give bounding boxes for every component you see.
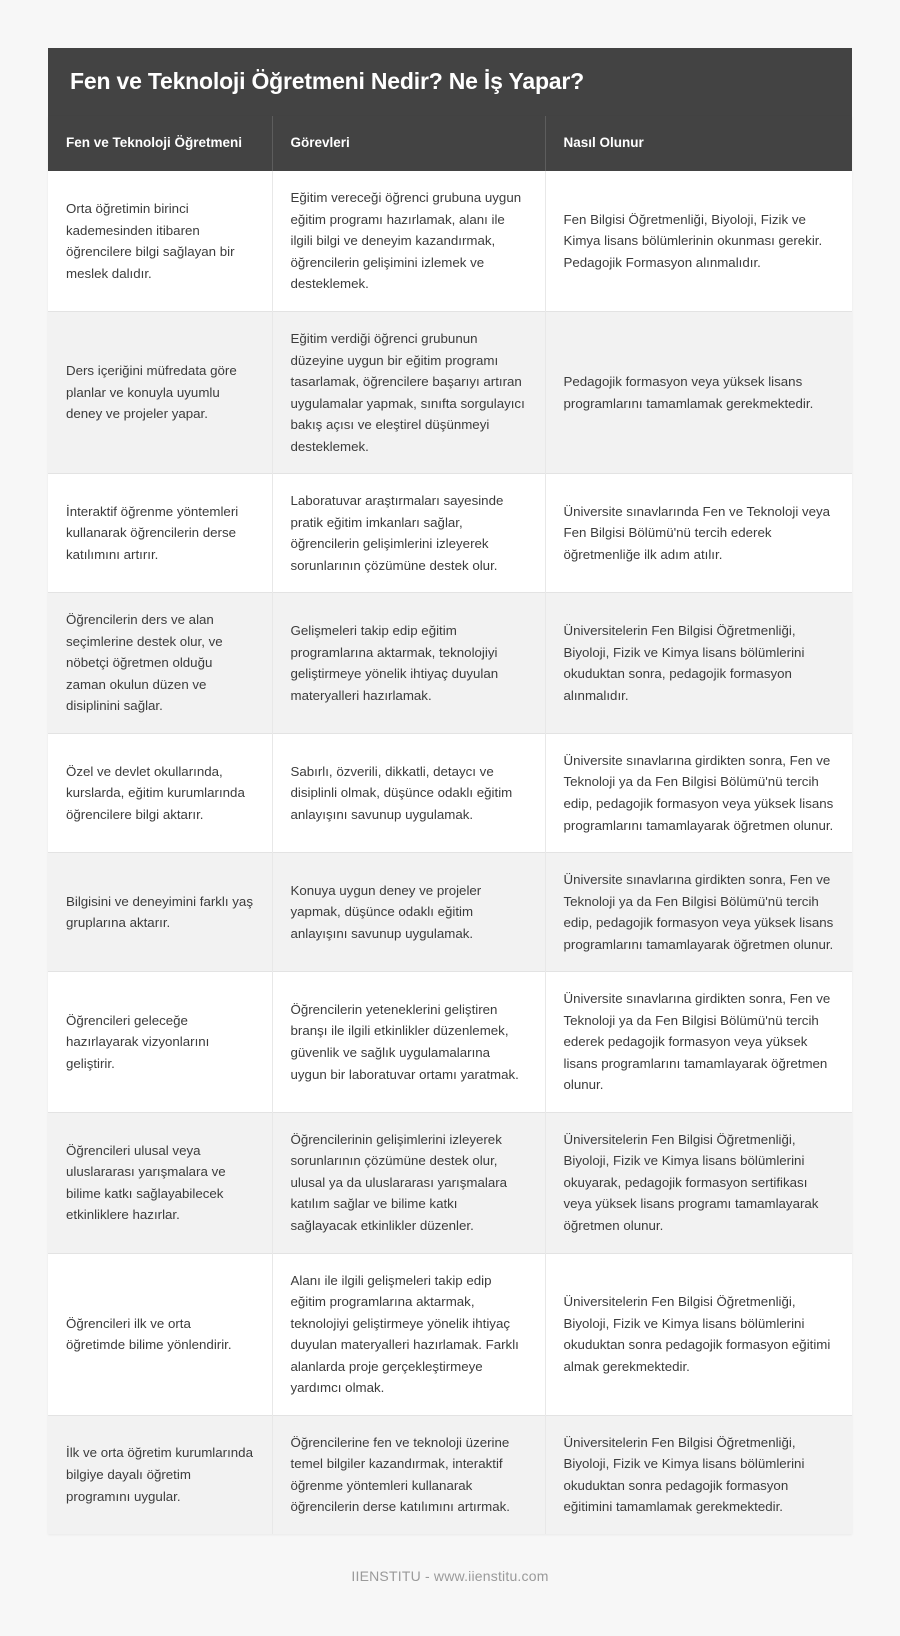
cell-duties: Öğrencilerinin gelişimlerini izleyerek sorunlarının çözümüne destek olur, ulusal ya da uluslararası yarışmalara katılım sağlar ve bilime katkı sağlayacak etkinlikler düzenler. xyxy=(272,1112,545,1253)
cell-how-to-become: Üniversitelerin Fen Bilgisi Öğretmenliği, Biyoloji, Fizik ve Kimya lisans bölümlerini okuduktan sonra pedagojik formasyon eğitimini tamamlamak gerekmektedir. xyxy=(545,1415,852,1534)
cell-profession: Bilgisini ve deneyimini farklı yaş gruplarına aktarır. xyxy=(48,853,272,972)
table-body xyxy=(48,171,852,1534)
cell-how-to-become: Üniversite sınavlarında Fen ve Teknoloji veya Fen Bilgisi Bölümü'nü tercih ederek öğretmenliğe ilk adım atılır. xyxy=(545,474,852,593)
cell-duties: Sabırlı, özverili, dikkatli, detaycı ve disiplinli olmak, düşünce odaklı eğitim anlayışını savunup uygulamak. xyxy=(272,733,545,852)
table-row xyxy=(48,853,852,972)
column-header-duties: Görevleri xyxy=(272,116,545,172)
cell-profession: Özel ve devlet okullarında, kurslarda, eğitim kurumlarında öğrencilere bilgi aktarır. xyxy=(48,733,272,852)
table-row xyxy=(48,1253,852,1415)
table-row xyxy=(48,311,852,473)
table-row xyxy=(48,1112,852,1253)
cell-profession: Öğrencileri ilk ve orta öğretimde bilime yönlendirir. xyxy=(48,1253,272,1415)
cell-how-to-become: Fen Bilgisi Öğretmenliği, Biyoloji, Fizik ve Kimya lisans bölümlerinin okunması gerekir. Pedagojik Formasyon alınmalıdır. xyxy=(545,171,852,311)
table-row xyxy=(48,474,852,593)
footer-attribution: IIENSTITU - www.iienstitu.com xyxy=(351,1567,549,1584)
cell-duties: Eğitim verdiği öğrenci grubunun düzeyine uygun bir eğitim programı tasarlamak, öğrencilere başarıyı artıran uygulamalar yapmak, sınıfta sorgulayıcı bakış açısı ve eleştirel düşünmeyi desteklemek. xyxy=(272,311,545,473)
title-bar xyxy=(48,48,852,116)
cell-duties: Öğrencilerine fen ve teknoloji üzerine temel bilgiler kazandırmak, interaktif öğrenme yöntemleri kullanarak öğrencilerin derse katılımını artırmak. xyxy=(272,1415,545,1534)
cell-profession: Ders içeriğini müfredata göre planlar ve konuyla uyumlu deney ve projeler yapar. xyxy=(48,311,272,473)
table-row xyxy=(48,593,852,734)
cell-duties: Eğitim vereceği öğrenci grubuna uygun eğitim programı hazırlamak, alanı ile ilgili bilgi ve deneyim kazandırmak, öğrencilerin gelişimini izlemek ve desteklemek. xyxy=(272,171,545,311)
cell-duties: Öğrencilerin yeteneklerini geliştiren branşı ile ilgili etkinlikler düzenlemek, güvenlik ve sağlık uygulamalarına uygun bir laboratuvar ortamı yaratmak. xyxy=(272,972,545,1113)
table-head xyxy=(48,116,852,172)
cell-how-to-become: Üniversitelerin Fen Bilgisi Öğretmenliği, Biyoloji, Fizik ve Kimya lisans bölümlerini okuduktan sonra, pedagojik formasyon alınmalıdır. xyxy=(545,593,852,734)
cell-how-to-become: Üniversite sınavlarına girdikten sonra, Fen ve Teknoloji ya da Fen Bilgisi Bölümü'nü tercih edip, pedagojik formasyon veya yüksek lisans programlarını tamamlayarak öğretmen olunur. xyxy=(545,853,852,972)
table-row xyxy=(48,171,852,311)
table-header-row xyxy=(48,116,852,172)
page-title: Fen ve Teknoloji Öğretmeni Nedir? Ne İş Yapar? xyxy=(70,68,584,94)
cell-how-to-become: Üniversite sınavlarına girdikten sonra, Fen ve Teknoloji ya da Fen Bilgisi Bölümü'nü tercih edip, pedagojik formasyon veya yüksek lisans programlarını tamamlayarak öğretmen olunur. xyxy=(545,733,852,852)
cell-duties: Konuya uygun deney ve projeler yapmak, düşünce odaklı eğitim anlayışını savunup uygulamak. xyxy=(272,853,545,972)
cell-duties: Gelişmeleri takip edip eğitim programlarına aktarmak, teknolojiyi geliştirmeye yönelik ihtiyaç duyulan materyalleri hazırlamak. xyxy=(272,593,545,734)
cell-profession: İnteraktif öğrenme yöntemleri kullanarak öğrencilerin derse katılımını artırır. xyxy=(48,474,272,593)
column-header-how-to-become: Nasıl Olunur xyxy=(545,116,852,172)
cell-profession: Orta öğretimin birinci kademesinden itibaren öğrencilere bilgi sağlayan bir meslek dalıdır. xyxy=(66,201,235,281)
cell-how-to-become: Üniversite sınavlarına girdikten sonra, Fen ve Teknoloji ya da Fen Bilgisi Bölümü'nü tercih ederek pedagojik formasyon veya yüksek lisans programlarını tamamlayarak öğretmen olunur. xyxy=(545,972,852,1113)
table-row xyxy=(48,1415,852,1534)
table-row xyxy=(48,733,852,852)
column-header-profession: Fen ve Teknoloji Öğretmeni xyxy=(48,116,272,172)
cell-profession: İlk ve orta öğretim kurumlarında bilgiye dayalı öğretim programını uygular. xyxy=(48,1415,272,1534)
table-row xyxy=(48,972,852,1113)
cell-profession: Öğrencileri ulusal veya uluslararası yarışmalara ve bilime katkı sağlayabilecek etkinliklere hazırlar. xyxy=(48,1112,272,1253)
cell-duties: Alanı ile ilgili gelişmeleri takip edip eğitim programlarına aktarmak, teknolojiyi geliştirmeye yönelik ihtiyaç duyulan materyalleri hazırlamak. Farklı alanlarda proje gerçekleştirmeye yardımcı olmak. xyxy=(272,1253,545,1415)
cell-duties: Laboratuvar araştırmaları sayesinde pratik eğitim imkanları sağlar, öğrencilerin gelişimlerini izleyerek sorunlarının çözümüne destek olur. xyxy=(272,474,545,593)
cell-how-to-become: Pedagojik formasyon veya yüksek lisans programlarını tamamlamak gerekmektedir. xyxy=(545,311,852,473)
cell-profession: Öğrencileri geleceğe hazırlayarak vizyonlarını geliştirir. xyxy=(48,972,272,1113)
cell-how-to-become: Üniversitelerin Fen Bilgisi Öğretmenliği, Biyoloji, Fizik ve Kimya lisans bölümlerini okuyarak, pedagojik formasyon sertifikası veya yüksek lisans programı tamamlayarak öğretmen olunur. xyxy=(545,1112,852,1253)
professions-table xyxy=(48,116,852,1534)
cell-how-to-become: Üniversitelerin Fen Bilgisi Öğretmenliği, Biyoloji, Fizik ve Kimya lisans bölümlerini okuduktan sonra pedagojik formasyon eğitimi almak gerekmektedir. xyxy=(545,1253,852,1415)
cell-profession: Öğrencilerin ders ve alan seçimlerine destek olur, ve nöbetçi öğretmen olduğu zaman okulun düzen ve disiplinini sağlar. xyxy=(48,593,272,734)
